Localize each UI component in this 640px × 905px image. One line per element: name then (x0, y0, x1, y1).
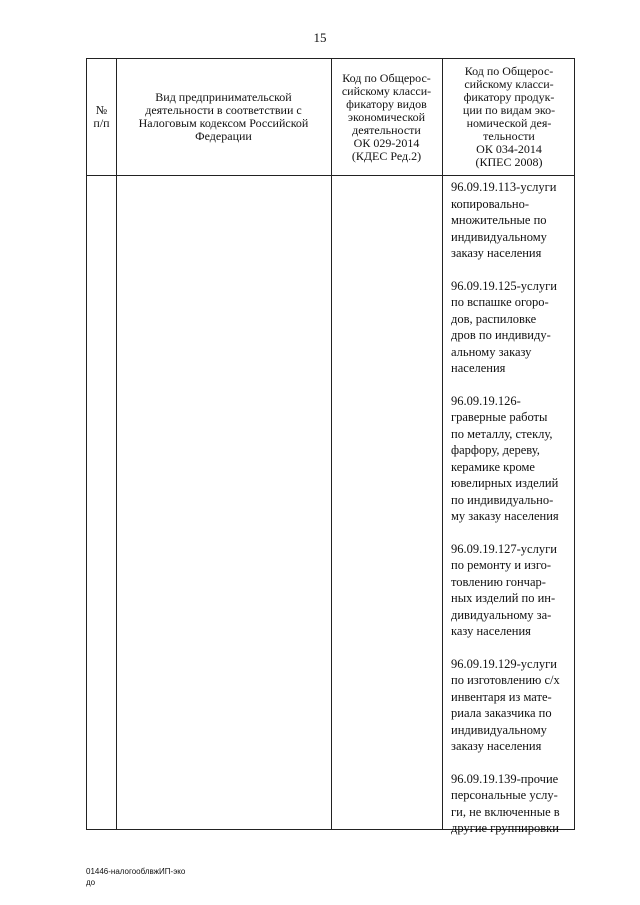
code-entry-line: 96.09.19.127-услуги (451, 541, 557, 556)
header-okpd-line: ции по видам эко- (462, 103, 556, 117)
code-entry-line: дров по индивиду- (451, 328, 551, 342)
footer-filename: 01446-налогооблвжИП-эко (86, 867, 186, 876)
code-entry-line: дивидуальному за- (451, 607, 552, 622)
code-entry-line: ги, не включенные в (451, 804, 560, 819)
header-okpd-line: сийскому класси- (464, 77, 554, 91)
code-entry-line: 96.09.19.125-услуги (451, 278, 557, 293)
header-okved-code (331, 59, 442, 175)
code-entry-line: альному заказу (451, 344, 532, 359)
header-kind-line: Вид предпринимательской (155, 90, 292, 104)
code-entry-line: индивидуальному (451, 722, 547, 737)
code-entry (451, 179, 572, 262)
header-kind-line: Федерации (195, 129, 252, 143)
code-entry-line: по индивидуально- (451, 492, 554, 507)
code-entry-line: другие группировки (451, 821, 559, 835)
code-entry-line: 96.09.19.126- (451, 393, 521, 408)
code-entry-line: 96.09.19.139-прочие (451, 771, 559, 786)
code-entry-line: множительные по (451, 213, 547, 227)
code-entry-line: копировально- (451, 196, 530, 211)
code-entry (451, 393, 572, 525)
footer-filename-suffix: до (86, 878, 96, 887)
code-entry-line: 96.09.19.113-услуги (451, 180, 557, 194)
code-entry-line: му заказу населения (451, 509, 559, 523)
code-entry-line: керамике кроме (451, 459, 535, 474)
header-activity-kind (116, 59, 331, 175)
code-entry-line: дов, распиловке (451, 311, 537, 326)
code-entry-line: по вспашке огоро- (451, 295, 549, 309)
header-okpd-line: номической дея- (466, 116, 552, 130)
header-okved-line: Код по Общерос- (342, 70, 431, 85)
code-entry (451, 771, 572, 837)
activity-codes-table (86, 58, 575, 835)
header-divider (87, 175, 574, 176)
code-entry-line: индивидуальному (451, 229, 547, 244)
header-okpd-code (442, 59, 576, 175)
header-okpd-line: Код по Общерос- (464, 64, 554, 78)
header-okved-line: фикатору видов (346, 96, 427, 111)
code-entry-line: граверные работы (451, 410, 548, 424)
code-entry-line: населения (451, 361, 506, 375)
code-entry-line: казу населения (451, 624, 531, 638)
header-number (87, 59, 116, 175)
code-entry-line: фарфору, дереву, (451, 443, 540, 457)
header-okpd-line: (КПЕС 2008) (475, 155, 543, 169)
code-entry-line: заказу населения (451, 739, 542, 753)
header-okpd-line: ОК 034-2014 (476, 142, 542, 156)
code-entry (451, 541, 572, 640)
code-entry-line: по ремонту и изго- (451, 558, 552, 572)
header-okved-line: сийскому класси- (341, 83, 432, 98)
code-entry-line: ных изделий по ин- (451, 591, 556, 605)
code-entry-line: риала заказчика по (451, 706, 552, 720)
code-entry-line: заказу населения (451, 246, 542, 260)
header-okpd-line: тельности (483, 129, 535, 143)
code-entry-line: инвентаря из мате- (451, 689, 552, 704)
code-entry-line: товлению гончар- (451, 574, 546, 589)
header-number-line: п/п (93, 116, 110, 130)
code-entry-line: персональные услу- (451, 788, 558, 802)
document-footer (86, 866, 185, 888)
header-okved-line: экономической (347, 109, 426, 124)
code-entry-line: по металлу, стеклу, (451, 426, 553, 441)
page-number: 15 (313, 30, 327, 45)
code-entry-line: ювелирных изделий (451, 476, 559, 490)
code-entry (451, 278, 572, 377)
code-entry-line: по изготовлению с/х (451, 673, 560, 687)
header-kind-line: Налоговым кодексом Российской (138, 116, 309, 130)
code-entry (451, 656, 572, 755)
header-okved-line: деятельности (352, 122, 421, 137)
code-entry-line: 96.09.19.129-услуги (451, 656, 557, 671)
header-okved-line: (КДЕС Ред.2) (351, 148, 422, 163)
header-number-line: № (95, 103, 108, 117)
header-kind-line: деятельности в соответствии с (145, 103, 302, 117)
header-okved-line: ОК 029-2014 (353, 135, 420, 150)
header-okpd-line: фикатору продук- (463, 90, 555, 104)
okpd-codes-cell (442, 179, 576, 853)
